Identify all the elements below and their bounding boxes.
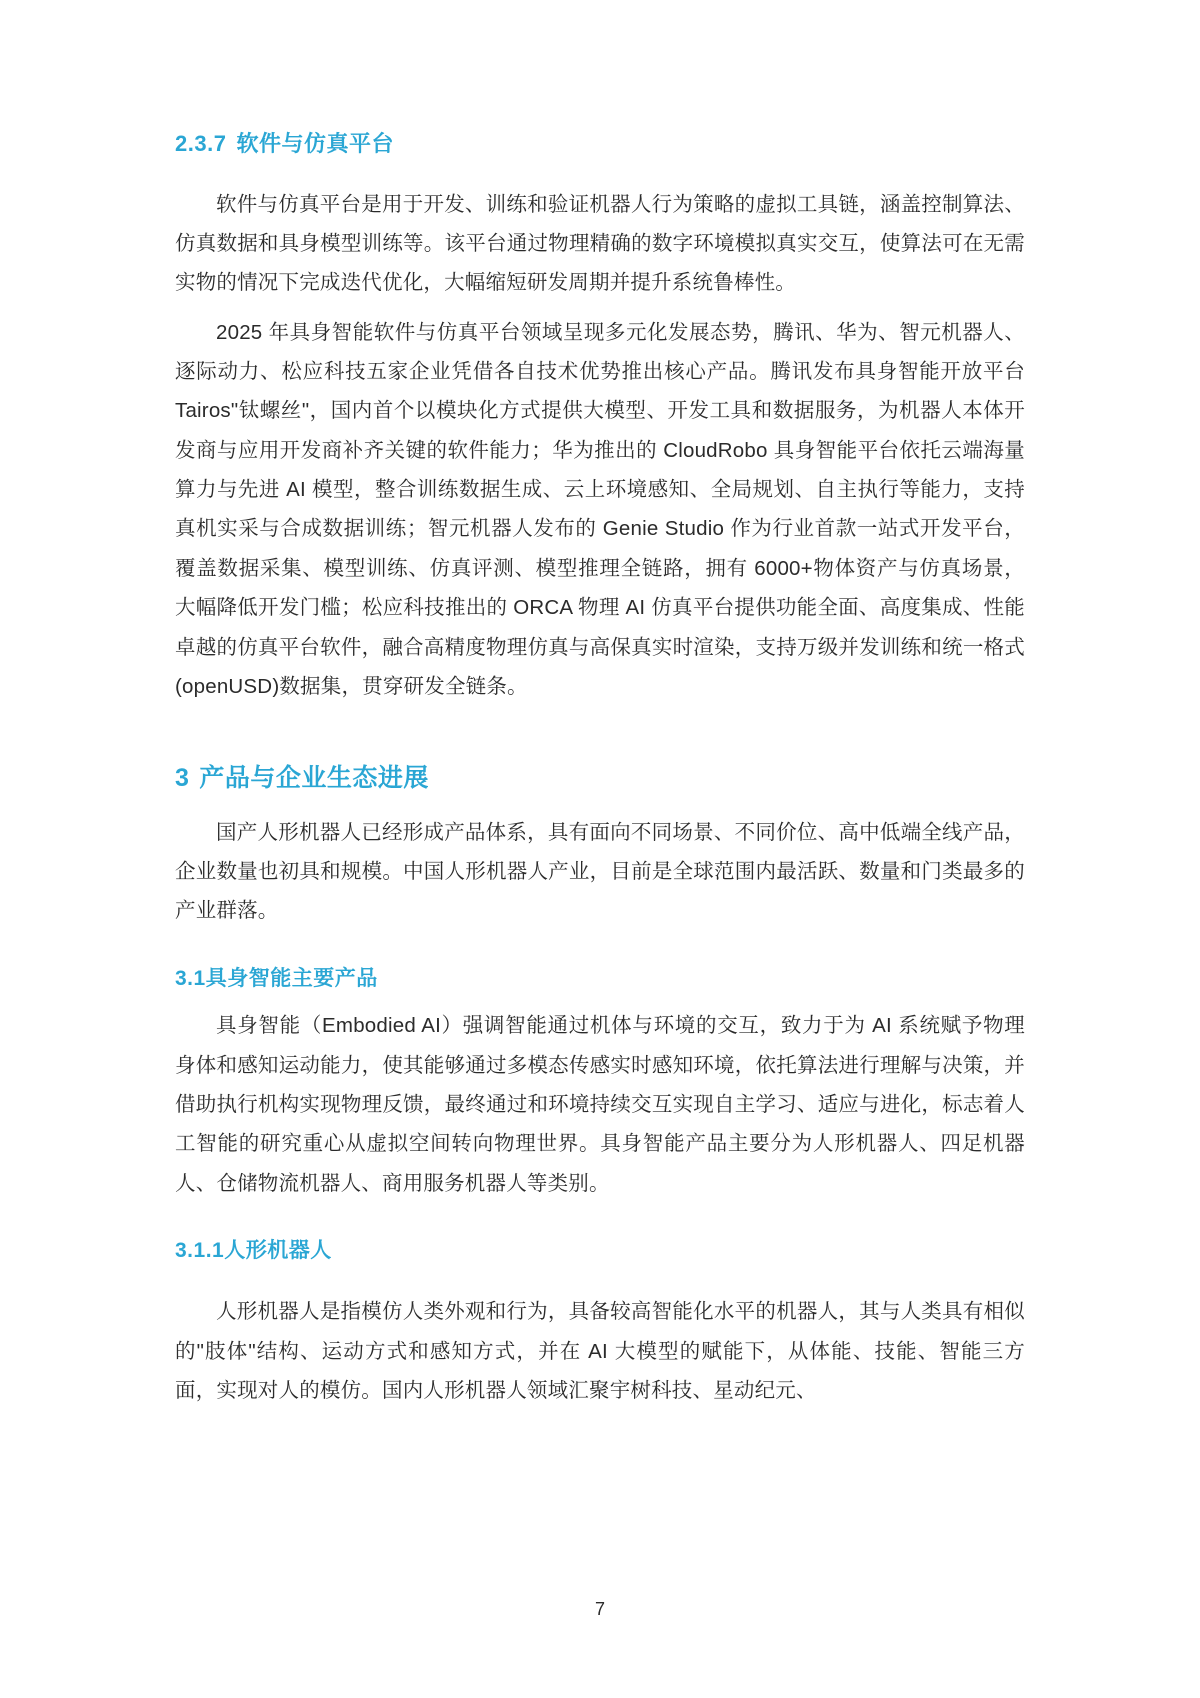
heading-3-1 [175,965,1025,992]
paragraph: 2025 年具身智能软件与仿真平台领域呈现多元化发展态势，腾讯、华为、智元机器人、逐际动力、松应科技五家企业凭借各自技术优势推出核心产品。腾讯发布具身智能开放平台 Tairos"钛螺丝"，国内首个以模块化方式提供大模型、开发工具和数据服务，为机器人本体开发商与应用开发商补齐关键的软件能力；华为推出的 CloudRobo 具身智能平台依托云端海量算力与先进 AI 模型，整合训练数据生成、云上环境感知、全局规划、自主执行等能力，支持真机实采与合成数据训练；智元机器人发布的 Genie Studio 作为行业首款一站式开发平台，覆盖数据采集、模型训练、仿真评测、模型推理全链路，拥有 6000+物体资产与仿真场景，大幅降低开发门槛；松应科技推出的 ORCA 物理 AI 仿真平台提供功能全面、高度集成、性能卓越的仿真平台软件，融合高精度物理仿真与高保真实时渲染，支持万级并发训练和统一格式(openUSD)数据集，贯穿研发全链条。 [175,320,1025,698]
page-number: 7 [594,1599,605,1619]
heading-text: 软件与仿真平台 [236,131,394,156]
paragraph: 国产人形机器人已经形成产品体系，具有面向不同场景、不同价位、高中低端全线产品，企业数量也初具和规模。中国人形机器人产业，目前是全球范围内最活跃、数量和门类最多的产业群落。 [175,820,1025,923]
paragraph: 具身智能（Embodied AI）强调智能通过机体与环境的交互，致力于为 AI 系统赋予物理身体和感知运动能力，使其能够通过多模态传感实时感知环境，依托算法进行理解与决策，并借助执行机构实现物理反馈，最终通过和环境持续交互实现自主学习、适应与进化，标志着人工智能的研究重心从虚拟空间转向物理世界。具身智能产品主要分为人形机器人、四足机器人、仓储物流机器人、商用服务机器人等类别。 [175,1014,1025,1195]
heading-2-3-7 [175,130,1025,159]
heading-number: 2.3.7 [175,131,227,156]
section-spacer [175,1278,1025,1292]
section-spacer [175,941,1025,965]
section-spacer [175,716,1025,762]
paragraph: 人形机器人是指模仿人类外观和行为，具备较高智能化水平的机器人，其与人类具有相似的"肢体"结构、运动方式和感知方式，并在 AI 大模型的赋能下，从体能、技能、智能三方面，实现对人的模仿。国内人形机器人领域汇聚宇树科技、星动纪元、 [175,1300,1025,1402]
heading-text: 人形机器人 [224,1238,332,1262]
heading-number: 3 [175,764,190,793]
heading-text: 具身智能主要产品 [205,966,378,990]
heading-3 [175,762,1025,795]
paragraph: 软件与仿真平台是用于开发、训练和验证机器人行为策略的虚拟工具链，涵盖控制算法、仿真数据和具身模型训练等。该平台通过物理精确的数字环境模拟真实交互，使算法可在无需实物的情况下完成迭代优化，大幅缩短研发周期并提升系统鲁棒性。 [175,192,1025,295]
heading-3-1-1 [175,1237,1025,1264]
section-spacer [175,1213,1025,1237]
heading-number: 3.1 [175,966,206,990]
heading-number: 3.1.1 [175,1238,225,1262]
heading-text: 产品与企业生态进展 [199,764,429,793]
